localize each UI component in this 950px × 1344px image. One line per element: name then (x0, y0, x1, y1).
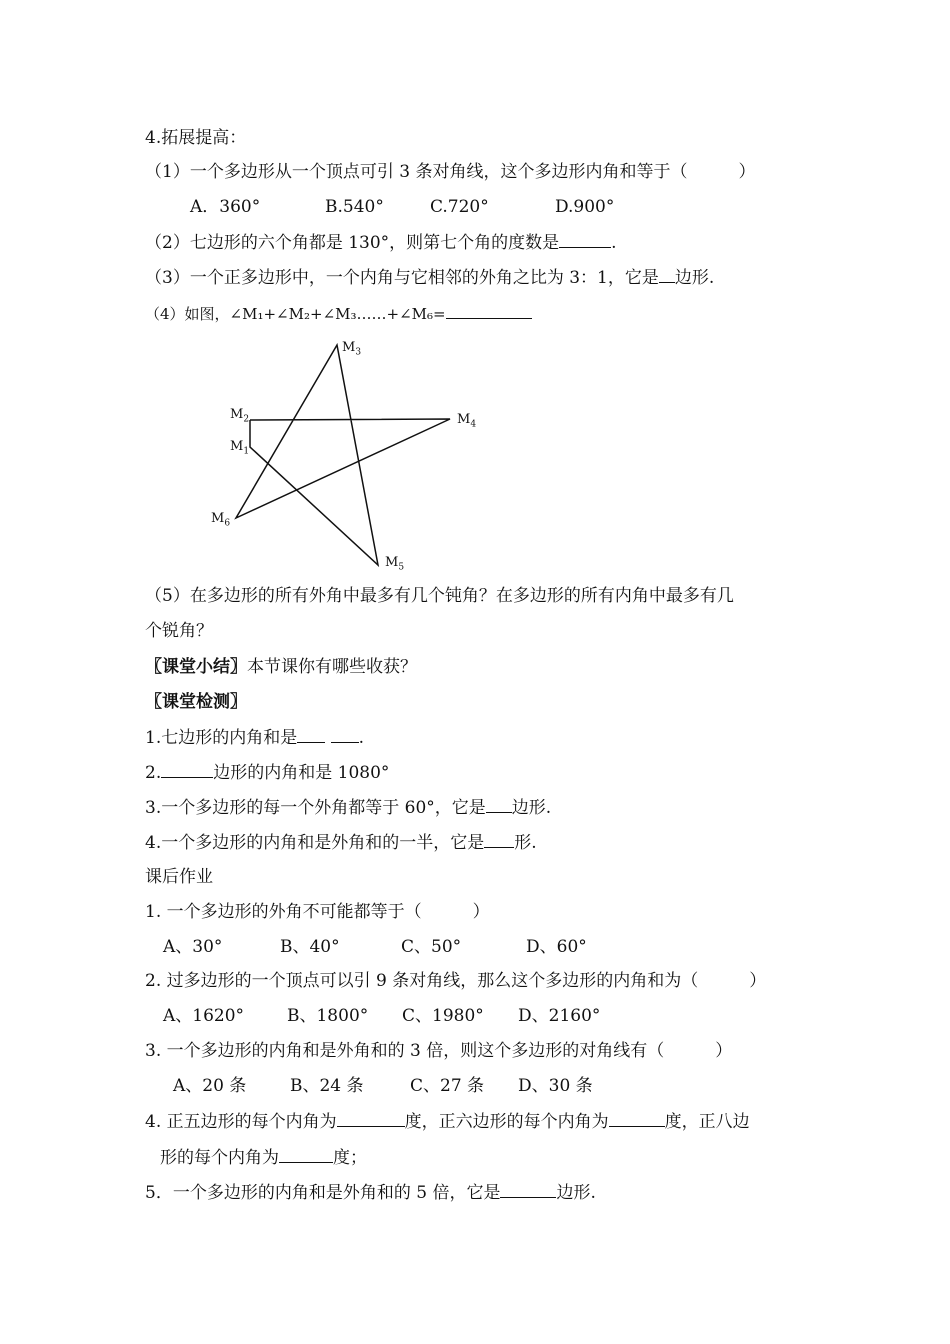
check-question-3 (145, 796, 551, 818)
option-a: A、20 条 (173, 1076, 247, 1096)
option-b: B、1800° (287, 1006, 369, 1026)
homework-question-4-cont (160, 1146, 367, 1168)
check-question-4 (145, 831, 537, 853)
homework-question-4-text-a: 4. 正五边形的每个内角为 (145, 1112, 337, 1132)
homework-question-1: 1. 一个多边形的外角不可能都等于（ ） (145, 902, 490, 922)
label-m3: $M_3$ (342, 340, 362, 358)
question-4 (145, 302, 532, 324)
answer-blank (337, 1110, 405, 1127)
question-2-text: （2）七边形的六个角都是 130°，则第七个角的度数是 (145, 233, 560, 253)
summary-text: 本节课你有哪些收获？ (247, 657, 417, 677)
option-d: D、2160° (518, 1006, 601, 1026)
check-question-1-text: 1.七边形的内角和是 (145, 728, 298, 748)
check-question-3-text: 3.一个多边形的每一个外角都等于 60°，它是 (145, 798, 486, 818)
question-2 (145, 231, 617, 253)
homework-title: 课后作业 (145, 867, 213, 887)
option-c: C、27 条 (410, 1076, 485, 1096)
section-heading: 4.拓展提高： (145, 128, 247, 148)
question-5-line-1: （5）在多边形的所有外角中最多有几个钝角？在多边形的所有内角中最多有几 (145, 586, 734, 606)
homework-question-5-end: 边形. (556, 1183, 596, 1203)
option-b: B、40° (280, 937, 340, 957)
answer-blank (659, 266, 675, 283)
check-question-2-text: 边形的内角和是 1080° (213, 763, 390, 783)
check-question-3-end: 边形. (511, 798, 552, 818)
option-c: C、50° (401, 937, 462, 957)
homework-question-5 (145, 1181, 596, 1203)
angle-expression: ∠M₁+∠M₂+∠M₃……+∠M₆= (229, 305, 446, 323)
answer-blank (486, 796, 512, 813)
star-figure (200, 335, 490, 575)
homework-question-5-text: 5．一个多边形的内角和是外角和的 5 倍，它是 (145, 1183, 501, 1203)
answer-blank (484, 831, 514, 848)
label-m6: $M_6$ (211, 511, 231, 529)
homework-question-4-text-d: 形的每个内角为 (160, 1148, 279, 1168)
homework-question-4-text-c: 度，正八边 (664, 1112, 750, 1132)
answer-blank (331, 726, 359, 743)
summary (145, 657, 417, 677)
option-b: B.540° (325, 197, 384, 217)
star-outline (236, 345, 450, 565)
check-question-4-text: 4.一个多边形的内角和是外角和的一半，它是 (145, 833, 485, 853)
answer-blank (500, 1181, 556, 1198)
check-question-4-end: 形. (514, 833, 537, 853)
homework-question-4-text-e: 度； (333, 1148, 367, 1168)
label-m2: $M_2$ (230, 407, 250, 425)
answer-blank (297, 726, 325, 743)
label-m5: $M_5$ (385, 555, 405, 573)
label-m1: $M_1$ (230, 439, 250, 457)
answer-blank (559, 231, 611, 248)
question-4-text: （4）如图， (145, 305, 230, 323)
question-3-text: （3）一个正多边形中，一个内角与它相邻的外角之比为 3：1，它是 (145, 268, 659, 288)
homework-question-4-text-b: 度，正六边形的每个内角为 (404, 1112, 609, 1132)
check-question-2-number: 2. (145, 763, 162, 783)
homework-question-2: 2. 过多边形的一个顶点可以引 9 条对角线，那么这个多边形的内角和为（ ） (145, 971, 767, 991)
option-a: A．360° (190, 197, 261, 217)
homework-question-4 (145, 1110, 750, 1132)
question-3 (145, 266, 714, 288)
option-d: D.900° (555, 197, 615, 217)
check-question-2 (145, 761, 389, 783)
label-m4: $M_4$ (457, 412, 477, 430)
summary-title: 〖课堂小结〗 (145, 657, 247, 677)
option-a: A、1620° (163, 1006, 245, 1026)
option-c: C.720° (430, 197, 489, 217)
answer-blank (609, 1110, 665, 1127)
question-2-end: . (611, 233, 617, 253)
option-c: C、1980° (402, 1006, 484, 1026)
check-question-1-end: . (358, 728, 365, 748)
option-d: D、30 条 (518, 1076, 593, 1096)
option-a: A、30° (163, 937, 223, 957)
check-title: 〖课堂检测〗 (145, 692, 247, 712)
question-5-line-2: 个锐角？ (145, 621, 213, 641)
option-b: B、24 条 (290, 1076, 364, 1096)
question-3-end: 边形. (674, 268, 715, 288)
question-1: （1）一个多边形从一个顶点可引 3 条对角线，这个多边形内角和等于（ ） (145, 162, 756, 182)
answer-blank (279, 1146, 333, 1163)
homework-question-3: 3. 一个多边形的内角和是外角和的 3 倍，则这个多边形的对角线有（ ） (145, 1041, 733, 1061)
answer-blank (161, 761, 213, 778)
answer-blank (446, 302, 532, 319)
option-d: D、60° (526, 937, 587, 957)
check-question-1 (145, 726, 364, 748)
